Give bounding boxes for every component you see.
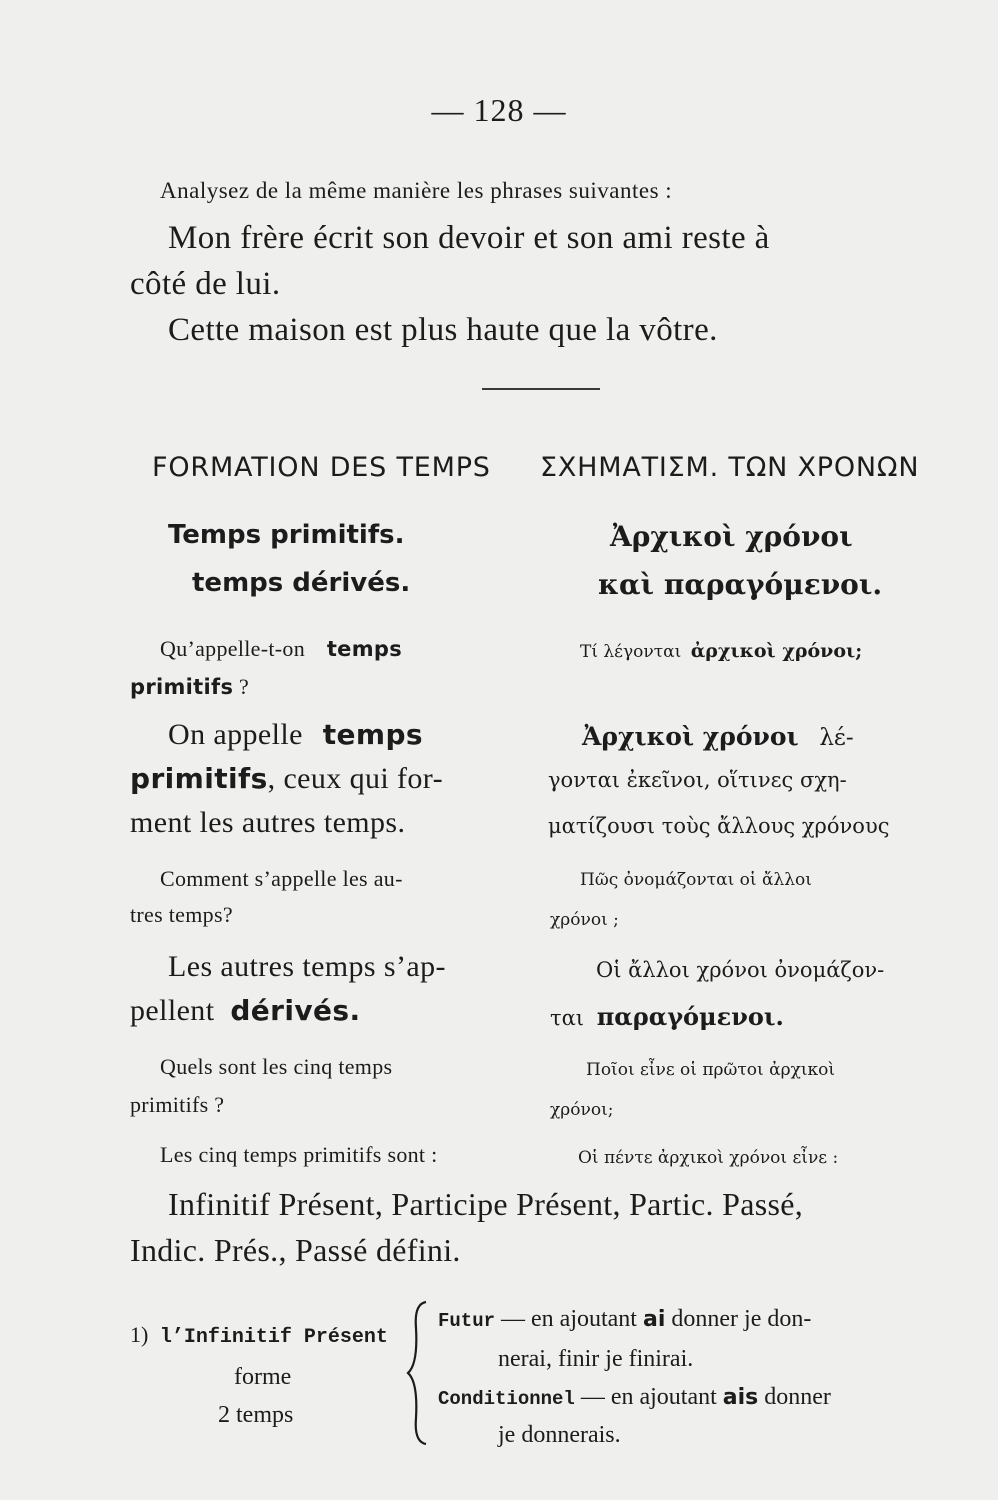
intro-instruction: Analysez de la même manière les phrases suivantes : [160,178,673,203]
rule-1-heading [130,1322,388,1349]
answer-1-greek-line-1 [582,722,854,751]
conditionnel-ending: ais [722,1385,759,1410]
question-3-greek-line-2: χρόνοι; [550,1100,614,1120]
primitive-tenses-list-line-2: Indic. Prés., Passé défini. [130,1232,461,1268]
question-1-bold-term: temps [326,637,403,661]
question-1-french [160,636,402,662]
question-3-french-line-2: primitifs ? [130,1092,225,1117]
subheading-temps-primitifs: Temps primitifs. [168,520,405,550]
subheading-greek-1: Ἀρχικοὶ χρόνοι [610,520,853,553]
page-number: — 128 — [431,92,567,128]
rule-1-forme: forme [234,1364,292,1390]
primitive-tenses-list-line-1: Infinitif Présent, Participe Présent, Partic. Passé, [168,1186,804,1222]
question-1-greek-text: Τί λέγονται [580,642,682,662]
answer-1-greek-line-3: ματίζουσι τοὺς ἄλλους χρόνους [548,814,890,838]
question-4-french: Les cinq temps primitifs sont : [160,1142,438,1167]
answer-2-greek-line-2 [550,1002,784,1031]
question-2-french-line-1: Comment s’appelle les au- [160,866,403,891]
question-3-french-line-1: Quels sont les cinq temps [160,1054,393,1079]
rule-1-futur-line-1 [438,1306,811,1333]
subheading-temps-derives: temps dérivés. [192,568,411,598]
question-2-greek-line-2: χρόνοι ; [550,910,619,930]
rule-1-conditionnel-line-1 [438,1384,831,1411]
rule-1-futur-line-2: nerai, finir je finirai. [498,1346,694,1372]
answer-1-french-line-3: ment les autres temps. [130,806,406,839]
answer-2-text: pellent [130,994,215,1027]
futur-text: — en ajoutant [501,1306,637,1332]
question-1-greek-bold: ἀρχικοὶ χρόνοι; [690,640,863,662]
answer-1-greek-text: λέ- [819,725,854,751]
question-4-greek: Οἱ πέντε ἀρχικοὶ χρόνοι εἶνε : [578,1148,839,1168]
question-1-bold-term-2: primitifs [130,675,234,699]
example-sentence-1: Mon frère écrit son devoir et son ami reste à [168,220,770,256]
answer-1-text-2: , ceux qui for- [267,762,443,795]
futur-ending: ai [642,1307,666,1332]
conditionnel-label: Conditionnel [438,1388,575,1410]
answer-1-text: On appelle [168,718,303,751]
question-1-french-cont [130,674,249,700]
answer-1-greek-bold: Ἀρχικοὶ χρόνοι [582,722,799,751]
rule-1-conditionnel-line-2: je donnerais. [498,1422,621,1448]
answer-2-greek-line-1: Οἱ ἄλλοι χρόνοι ὀνομάζον- [596,958,885,982]
conditionnel-text: — en ajoutant [580,1384,717,1410]
answer-1-bold-primitifs: primitifs [130,762,268,795]
answer-2-french-line-1: Les autres temps s’ap- [168,950,446,983]
answer-1-bold-temps: temps [322,718,423,751]
answer-2-greek-bold: παραγόμενοι. [596,1002,784,1031]
question-1-text: Qu’appelle-t-on [160,636,305,661]
subheading-greek-2: καὶ παραγόμενοι. [598,568,883,601]
answer-2-greek-text: ται [550,1006,585,1030]
curly-brace-icon [402,1298,432,1448]
section-divider [482,388,600,390]
futur-label: Futur [438,1310,496,1332]
rule-1-number: 1) [130,1322,149,1347]
answer-2-french-line-2 [130,994,361,1028]
question-2-french-line-2: tres temps? [130,902,233,927]
question-2-greek-line-1: Πῶς ὀνομάζονται οἱ ἄλλοι [580,870,812,890]
conditionnel-example: donner [764,1384,831,1410]
section-heading-french: FORMATION DES TEMPS [152,452,491,483]
answer-1-greek-line-2: γονται ἐκεῖνοι, οἵτινες σχη- [548,768,847,792]
section-heading-greek: ΣΧΗΜΑΤΙΣΜ. ΤΩΝ ΧΡΟΝΩΝ [540,452,920,483]
question-1-mark: ? [233,674,250,699]
question-3-greek-line-1: Ποῖοι εἶνε οἱ πρῶτοι ἀρχικοὶ [586,1060,836,1080]
example-sentence-2: Cette maison est plus haute que la vôtre. [168,312,718,348]
rule-1-temps-count: 2 temps [218,1402,294,1428]
question-1-greek [580,640,862,662]
futur-example: donner je don- [671,1306,812,1332]
answer-2-bold-derives: dérivés. [230,994,361,1027]
answer-1-french-line-2 [130,762,443,796]
rule-1-label: l’Infinitif Présent [159,1326,388,1349]
answer-1-french-line-1 [168,718,423,752]
example-sentence-1-cont: côté de lui. [130,266,281,302]
